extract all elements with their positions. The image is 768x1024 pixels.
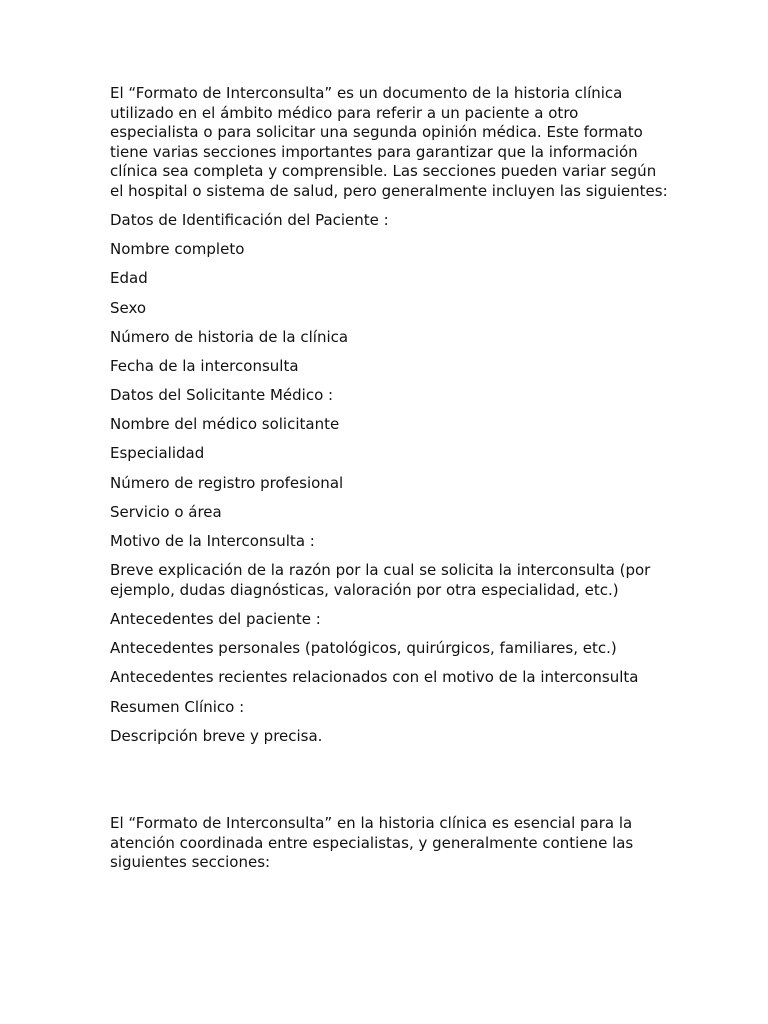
- line-personal-history: Antecedentes personales (patológicos, quirúrgicos, familiares, etc.): [110, 639, 617, 658]
- line-sex: Sexo: [110, 298, 147, 317]
- line-full-name: Nombre completo: [110, 240, 245, 259]
- line-age: Edad: [110, 269, 148, 288]
- line-recent-history: Antecedentes recientes relacionados con el motivo de la interconsulta: [110, 668, 639, 687]
- line-consultation-date: Fecha de la interconsulta: [110, 356, 299, 375]
- blank-space: [110, 756, 670, 814]
- line-specialty: Especialidad: [110, 444, 205, 463]
- line-service-area: Servicio o área: [110, 502, 222, 521]
- section-heading-patient-identification: Datos de Identificación del Paciente :: [110, 210, 389, 229]
- section-heading-consultation-reason: Motivo de la Interconsulta :: [110, 532, 315, 551]
- section-heading-patient-history: Antecedentes del paciente :: [110, 609, 321, 628]
- document-page: [110, 84, 670, 882]
- line-brief-description: Descripción breve y precisa.: [110, 726, 323, 745]
- section-heading-clinical-summary: Resumen Clínico :: [110, 697, 245, 716]
- line-registration-number: Número de registro profesional: [110, 473, 344, 492]
- line-clinical-record-number: Número de historia de la clínica: [110, 327, 349, 346]
- line-reason-explanation: Breve explicación de la razón por la cual se solicita la interconsulta (por ejemplo, dudas diagnósticas, valoración por otra especialidad, etc.): [110, 561, 651, 599]
- intro-paragraph: El “Formato de Interconsulta” es un documento de la historia clínica utilizado en el ámbito médico para referir a un paciente a otro especialista o para solicitar una segunda opinión médica. Este formato tiene varias secciones importantes para garantizar que la información clínica sea completa y comprensible. Las secciones pueden variar según el hospital o sistema de salud, pero generalmente incluyen las siguientes:: [110, 84, 668, 200]
- line-physician-name: Nombre del médico solicitante: [110, 415, 340, 434]
- closing-paragraph: El “Formato de Interconsulta” en la historia clínica es esencial para la atención coordinada entre especialistas, y generalmente contiene las siguientes secciones:: [110, 813, 634, 872]
- section-heading-requesting-physician: Datos del Solicitante Médico :: [110, 386, 334, 405]
